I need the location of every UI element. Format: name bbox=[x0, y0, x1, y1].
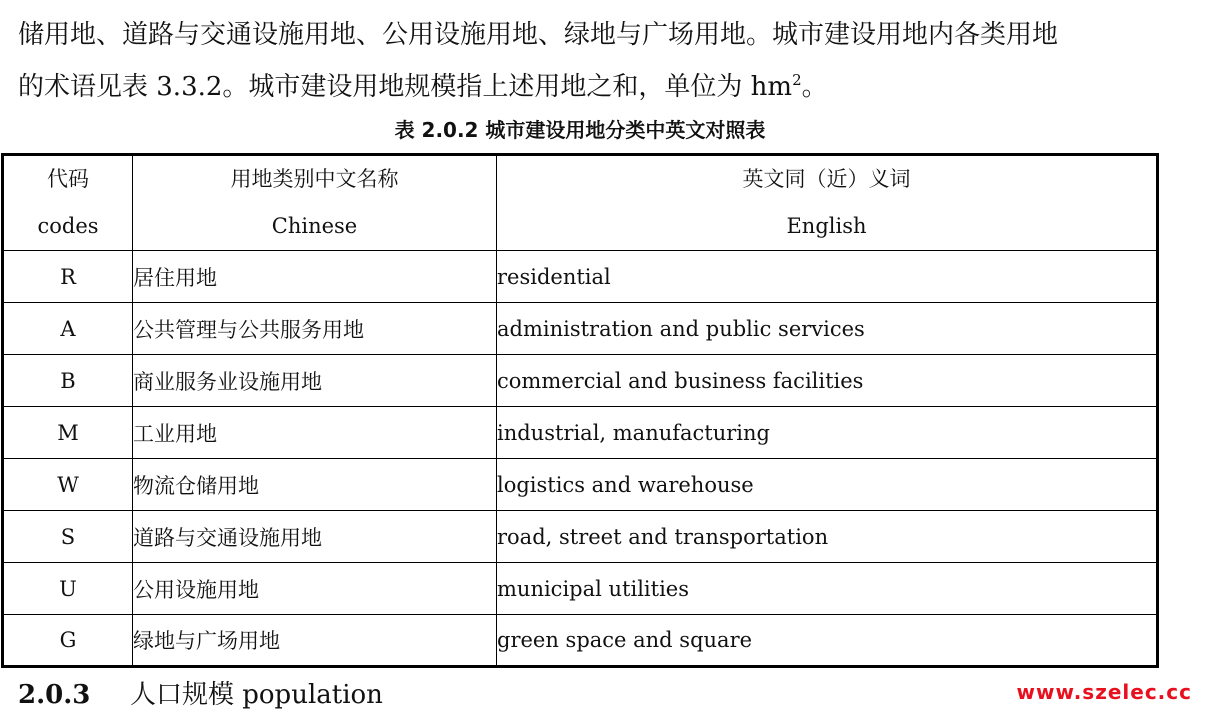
paragraph-line-2-text: 的术语见表 3.3.2。城市建设用地规模指上述用地之和，单位为 hm bbox=[18, 72, 793, 102]
table-row bbox=[3, 459, 1158, 511]
land-use-table bbox=[1, 153, 1159, 668]
section-title: 人口规模 population bbox=[130, 680, 383, 710]
header-codes-en: codes bbox=[37, 214, 99, 238]
superscript-two: 2 bbox=[792, 71, 802, 89]
header-english-en: English bbox=[786, 214, 867, 238]
table-row bbox=[3, 303, 1158, 355]
table-row bbox=[3, 251, 1158, 303]
table-caption: 表 2.0.2 城市建设用地分类中英文对照表 bbox=[394, 118, 766, 142]
cell-english: residential bbox=[497, 251, 1158, 303]
cell-english: industrial, manufacturing bbox=[497, 407, 1158, 459]
cell-code: S bbox=[3, 511, 133, 563]
cell-code: A bbox=[3, 303, 133, 355]
cell-english: logistics and warehouse bbox=[497, 459, 1158, 511]
table-row bbox=[3, 407, 1158, 459]
cell-chinese: 物流仓储用地 bbox=[133, 459, 497, 511]
header-english bbox=[497, 155, 1158, 251]
cell-chinese: 工业用地 bbox=[133, 407, 497, 459]
cell-english: municipal utilities bbox=[497, 563, 1158, 615]
header-codes bbox=[3, 155, 133, 251]
table-row bbox=[3, 355, 1158, 407]
cell-code: B bbox=[3, 355, 133, 407]
cell-code: R bbox=[3, 251, 133, 303]
cell-english: road, street and transportation bbox=[497, 511, 1158, 563]
header-codes-cn: 代码 bbox=[47, 167, 89, 191]
table-row bbox=[3, 511, 1158, 563]
header-chinese-en: Chinese bbox=[271, 214, 358, 238]
header-chinese bbox=[133, 155, 497, 251]
paragraph-line-2 bbox=[18, 72, 1198, 102]
cell-english: administration and public services bbox=[497, 303, 1158, 355]
cell-code: M bbox=[3, 407, 133, 459]
table-row bbox=[3, 563, 1158, 615]
paragraph-line-2-end: 。 bbox=[801, 72, 828, 102]
cell-code: W bbox=[3, 459, 133, 511]
cell-chinese: 公用设施用地 bbox=[133, 563, 497, 615]
cell-chinese: 公共管理与公共服务用地 bbox=[133, 303, 497, 355]
table-header-row bbox=[3, 155, 1158, 251]
watermark: www.szelec.cc bbox=[1016, 680, 1192, 704]
section-heading bbox=[18, 678, 383, 712]
cell-english: green space and square bbox=[497, 615, 1158, 667]
cell-chinese: 道路与交通设施用地 bbox=[133, 511, 497, 563]
section-number: 2.0.3 bbox=[18, 680, 91, 710]
cell-code: U bbox=[3, 563, 133, 615]
table-row bbox=[3, 615, 1158, 667]
cell-english: commercial and business facilities bbox=[497, 355, 1158, 407]
header-english-cn: 英文同（近）义词 bbox=[742, 167, 911, 191]
cell-code: G bbox=[3, 615, 133, 667]
cell-chinese: 居住用地 bbox=[133, 251, 497, 303]
cell-chinese: 商业服务业设施用地 bbox=[133, 355, 497, 407]
cell-chinese: 绿地与广场用地 bbox=[133, 615, 497, 667]
header-chinese-cn: 用地类别中文名称 bbox=[230, 167, 399, 191]
paragraph-line-1: 储用地、道路与交通设施用地、公用设施用地、绿地与广场用地。城市建设用地内各类用地 bbox=[18, 20, 1059, 50]
